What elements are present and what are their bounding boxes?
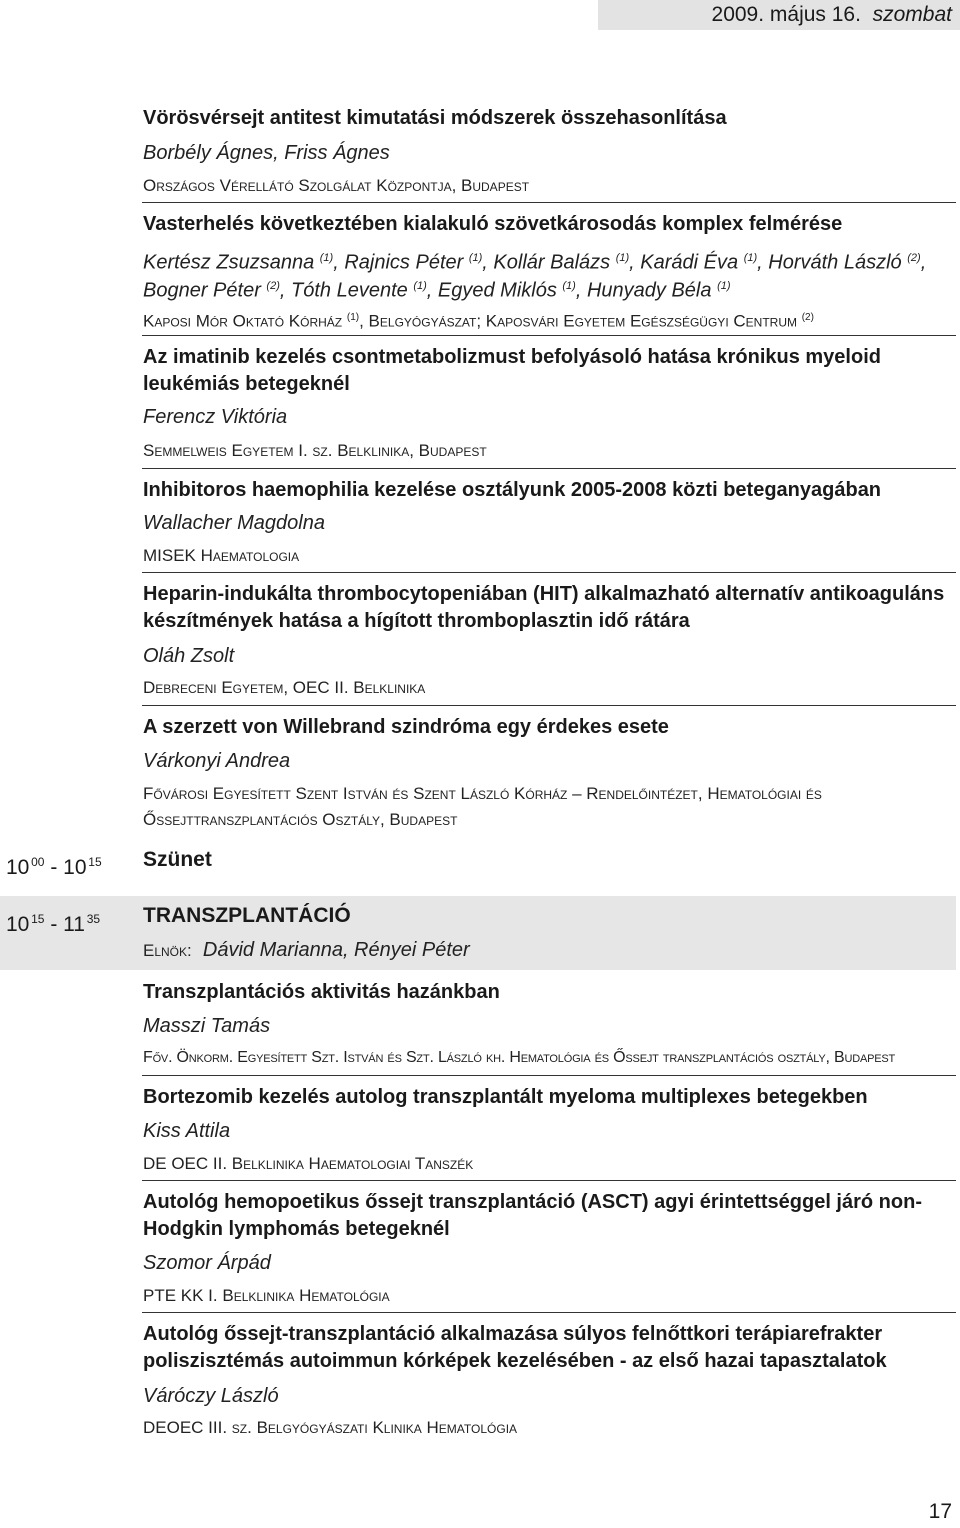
break-label: Szünet: [143, 848, 212, 871]
talk-title: Bortezomib kezelés autolog transzplantált myeloma multiplexes betegekben: [143, 1086, 868, 1108]
time-hour: 10: [6, 913, 30, 936]
header-date: 2009. május 16.: [711, 3, 861, 26]
separator-line: [142, 1180, 956, 1181]
reference-mark: (1): [615, 252, 630, 264]
author-name: Bogner Péter: [143, 279, 261, 302]
talk-institution: Debreceni Egyetem, OEC II. Belklinika: [143, 678, 426, 697]
talk-title-line2: Hodgkin lymphomás betegeknél: [143, 1218, 450, 1240]
separator-line: [142, 468, 956, 469]
chair-label: Elnök:: [143, 941, 192, 960]
talk-institution-line1: Fővárosi Egyesített Szent István és Szent László Kórház – Rendelőintézet, Hematológiai és: [143, 784, 822, 803]
separator-line: [142, 705, 956, 706]
talk-authors: Oláh Zsolt: [143, 645, 235, 667]
author-name: Horváth László: [768, 251, 902, 274]
reference-mark: (1): [717, 280, 731, 292]
header-date-bar: [598, 0, 960, 30]
page-number: 17: [928, 1500, 952, 1523]
institution-part: Kaposi Mór Oktató Kórház: [143, 311, 343, 331]
session-time: [6, 905, 100, 939]
separator-line: [142, 1075, 956, 1076]
author-name: Karádi Éva: [640, 251, 739, 274]
author-separator: ,: [629, 251, 641, 274]
author-separator: ,: [482, 251, 494, 274]
author-name: Rajnics Péter: [344, 251, 464, 274]
talk-institution: Főv. Önkorm. Egyesített Szt. István és Szt. László kh. Hematológia és Őssejt transzplantációs osztály, Budapest: [143, 1049, 896, 1066]
author-separator: ,: [333, 251, 345, 274]
talk-institution: [143, 306, 814, 334]
author-separator: ,: [575, 279, 587, 302]
talk-title-line1: Az imatinib kezelés csontmetabolizmust befolyásoló hatása krónikus myeloid: [143, 346, 881, 368]
talk-institution: Semmelweis Egyetem I. sz. Belklinika, Budapest: [143, 441, 487, 460]
talk-title: Transzplantációs aktivitás hazánkban: [143, 981, 500, 1003]
time-minute: 35: [86, 912, 101, 926]
talk-authors: Ferencz Viktória: [143, 406, 288, 428]
time-dash: -: [44, 913, 64, 936]
author-separator: ,: [757, 251, 769, 274]
reference-mark: (1): [319, 252, 334, 264]
talk-authors: Kiss Attila: [143, 1120, 231, 1142]
reference-mark: (1): [743, 252, 758, 264]
talk-title-line2: készítmények hatása a hígított thromboplasztin idő rátára: [143, 610, 690, 632]
talk-authors: Váróczy László: [143, 1385, 279, 1407]
talk-institution: MISEK Haematologia: [143, 546, 300, 565]
reference-mark: (2): [907, 252, 921, 264]
talk-authors: Borbély Ágnes, Friss Ágnes: [143, 142, 390, 164]
separator-line: [142, 1312, 956, 1313]
institution-part: , Belgyógyászat; Kaposvári Egyetem Egészségügyi Centrum: [359, 311, 797, 331]
talk-authors-line1: [143, 245, 926, 277]
talk-title-line1: Autológ őssejt-transzplantáció alkalmazása súlyos felnőttkori terápiarefrakter: [143, 1323, 883, 1345]
time-hour: 10: [63, 856, 87, 879]
talk-title: Vörösvérsejt antitest kimutatási módszerek összehasonlítása: [143, 107, 727, 129]
talk-authors-line2: [143, 273, 731, 305]
talk-title-line1: Autológ hemopoetikus őssejt transzplantáció (ASCT) agyi érintettséggel járó non-: [143, 1191, 922, 1213]
header-day: szombat: [872, 3, 952, 26]
reference-mark: (2): [801, 312, 814, 323]
talk-title: Vasterhelés következtében kialakuló szövetkárosodás komplex felmérése: [143, 213, 843, 235]
separator-line: [142, 202, 956, 203]
talk-institution: PTE KK I. Belklinika Hematológia: [143, 1286, 390, 1305]
talk-title-line2: leukémiás betegeknél: [143, 373, 350, 395]
time-minute: 15: [88, 855, 102, 869]
talk-institution-line2: Őssejttranszplantációs Osztály, Budapest: [143, 810, 458, 829]
separator-line: [142, 572, 956, 573]
author-name: Kertész Zsuzsanna: [143, 251, 315, 274]
chair-names: Dávid Marianna, Rényei Péter: [202, 939, 470, 961]
talk-title-line1: Heparin-indukálta thrombocytopeniában (HIT) alkalmazható alternatív antikoaguláns: [143, 583, 945, 605]
author-name: Tóth Levente: [291, 279, 408, 302]
reference-mark: (1): [346, 312, 360, 323]
separator-line: [142, 335, 956, 336]
reference-mark: (1): [413, 280, 427, 292]
talk-title: A szerzett von Willebrand szindróma egy érdekes esete: [143, 716, 669, 738]
talk-institution: DEOEC III. sz. Belgyógyászati Klinika Hematológia: [143, 1418, 518, 1437]
talk-authors: Várkonyi Andrea: [143, 750, 291, 772]
author-name: Egyed Miklós: [437, 279, 557, 302]
author-separator: ,: [920, 251, 927, 274]
time-dash: -: [44, 856, 64, 879]
reference-mark: (1): [468, 252, 483, 264]
reference-mark: (1): [562, 280, 576, 292]
talk-title-line2: poliszisztémás autoimmun kórképek kezelésében - az első hazai tapasztalatok: [143, 1350, 887, 1372]
author-name: Hunyady Béla: [586, 279, 712, 302]
talk-authors: Wallacher Magdolna: [143, 512, 325, 534]
author-separator: ,: [426, 279, 438, 302]
time-hour: 10: [6, 856, 30, 879]
talk-institution: Országos Vérellátó Szolgálat Központja, Budapest: [143, 176, 530, 195]
talk-authors: Szomor Árpád: [143, 1252, 271, 1274]
break-time: [6, 848, 102, 882]
time-minute: 00: [31, 855, 45, 869]
talk-title: Inhibitoros haemophilia kezelése osztályunk 2005-2008 közti beteganyagában: [143, 479, 882, 501]
talk-institution: DE OEC II. Belklinika Haematologiai Tanszék: [143, 1154, 474, 1173]
reference-mark: (2): [266, 280, 280, 292]
time-hour: 11: [63, 913, 85, 936]
session-chairs: [143, 937, 470, 964]
author-name: Kollár Balázs: [493, 251, 611, 274]
author-separator: ,: [279, 279, 291, 302]
talk-authors: Masszi Tamás: [143, 1015, 271, 1037]
session-title: TRANSZPLANTÁCIÓ: [143, 904, 351, 927]
time-minute: 15: [31, 912, 45, 926]
